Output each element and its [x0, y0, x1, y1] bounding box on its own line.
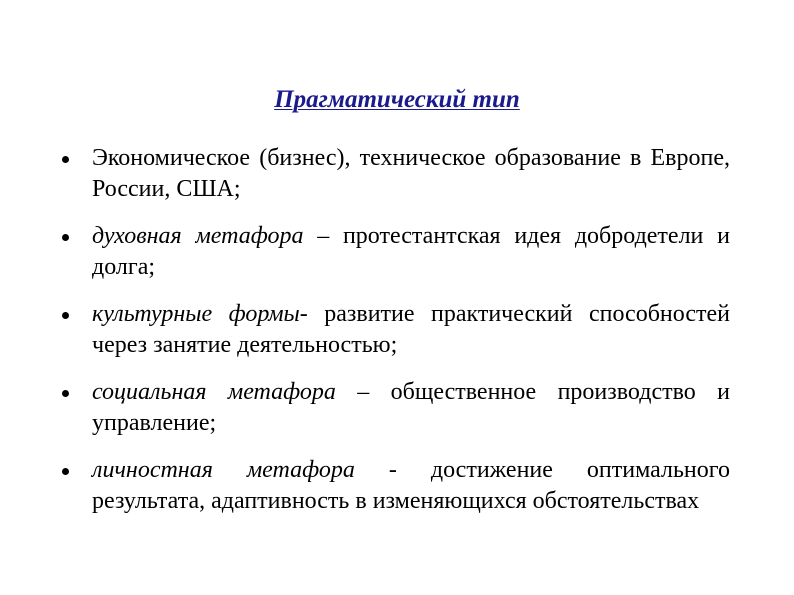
bullet-dot-icon [62, 156, 69, 163]
bullet-text: – общественное производство и управление; [92, 379, 730, 436]
bullet-item [60, 299, 730, 361]
bullet-text: Экономическое (бизнес), техническое образование в Европе, России, США; [92, 145, 730, 202]
bullet-italic-term: личностная метафора [92, 457, 355, 483]
bullet-dot-icon [62, 312, 69, 319]
bullet-text: – протестантская идея добродетели и долга; [92, 223, 730, 280]
bullet-item [60, 221, 730, 283]
bullet-text: - достижение оптимального результата, адаптивность в изменяющихся обстоятельствах [92, 457, 730, 514]
bullet-dot-icon [62, 468, 69, 475]
bullet-italic-term: духовная метафора [92, 223, 304, 249]
bullet-italic-term: социальная метафора [92, 379, 336, 405]
bullet-dot-icon [62, 234, 69, 241]
bullet-item [60, 143, 730, 205]
bullet-item [60, 455, 730, 517]
bullet-text: - развитие практический способностей через занятие деятельностью; [92, 301, 730, 358]
slide-title: Прагматический тип [274, 86, 520, 113]
bullet-list [60, 143, 730, 533]
bullet-item [60, 377, 730, 439]
bullet-italic-term: культурные формы [92, 301, 300, 327]
bullet-dot-icon [62, 390, 69, 397]
